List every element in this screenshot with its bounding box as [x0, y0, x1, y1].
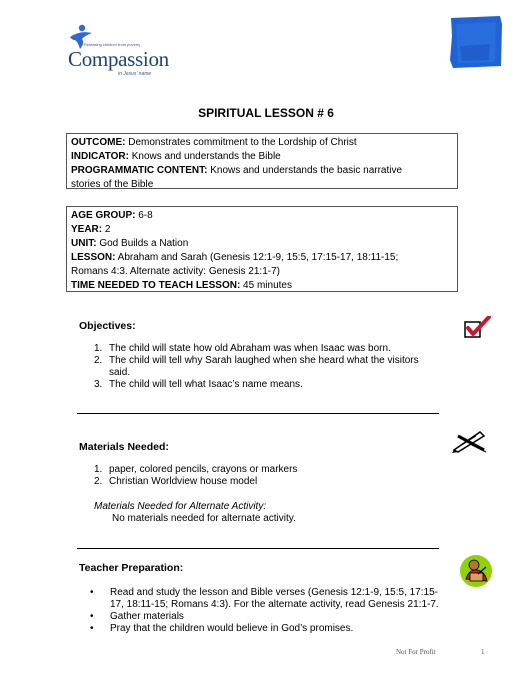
list-number: 2. — [94, 355, 103, 366]
bullet: • — [90, 587, 94, 598]
list-item-text: Pray that the children would believe in God’s promises. — [110, 623, 354, 634]
programmatic-row — [71, 164, 453, 178]
time-label: TIME NEEDED TO TEACH LESSON: — [71, 280, 241, 291]
alt-materials-text: No materials needed for alternate activity. — [112, 513, 296, 524]
lesson-row — [71, 251, 453, 265]
programmatic-row-cont: stories of the Bible — [71, 179, 154, 190]
logo-wordmark: Compassion — [68, 47, 169, 71]
outcome-value: Demonstrates commitment to the Lordship of Christ — [125, 137, 357, 148]
page-number: 1 — [481, 648, 485, 656]
teacher-icon — [459, 553, 495, 589]
age-row — [71, 209, 453, 223]
unit-row — [71, 237, 453, 251]
list-item-text: Christian Worldview house model — [109, 476, 258, 487]
pencil-ruler-icon — [450, 428, 490, 454]
lesson-row-cont: Romans 4:3. Alternate activity: Genesis 21:1-7) — [71, 266, 280, 277]
divider — [77, 548, 439, 549]
blue-brush-graphic — [450, 16, 502, 68]
materials-list — [94, 464, 434, 488]
indicator-value: Knows and understands the Bible — [128, 151, 281, 162]
checkbox-check-icon — [463, 316, 491, 340]
list-item — [86, 611, 466, 623]
age-label: AGE GROUP: — [71, 210, 136, 221]
age-value: 6-8 — [135, 210, 153, 221]
list-item-text: The child will tell why Sarah laughed when she heard what the visitors — [109, 355, 419, 366]
list-number: 3. — [94, 379, 103, 390]
list-item — [94, 476, 434, 488]
outcome-box — [66, 133, 458, 189]
list-item-text: Read and study the lesson and Bible verses (Genesis 12:1-9, 15:5, 17:15- — [110, 587, 438, 598]
materials-heading: Materials Needed: — [79, 441, 169, 453]
list-item-text: The child will tell what Isaac’s name means. — [109, 379, 303, 390]
divider — [77, 413, 439, 414]
compassion-logo — [58, 24, 169, 77]
footer-not-for-profit: Not For Profit — [396, 648, 436, 656]
programmatic-value: Knows and understands the basic narrative — [207, 165, 403, 176]
year-label: YEAR: — [71, 224, 103, 235]
year-row — [71, 223, 453, 237]
outcome-row — [71, 136, 453, 150]
list-number: 2. — [94, 476, 103, 487]
indicator-label: INDICATOR: — [71, 151, 129, 162]
list-item — [86, 587, 466, 611]
list-number: 1. — [94, 464, 103, 475]
objectives-heading: Objectives: — [79, 320, 136, 332]
list-number: 1. — [94, 343, 103, 354]
list-item — [94, 343, 434, 355]
lesson-value: Abraham and Sarah (Genesis 12:1-9, 15:5, 17:15-17, 18:11-15; — [115, 252, 399, 263]
preparation-list — [86, 587, 466, 635]
alt-materials-heading: Materials Needed for Alternate Activity: — [94, 501, 267, 512]
unit-value: God Builds a Nation — [96, 238, 189, 249]
indicator-row — [71, 150, 453, 164]
list-item — [94, 379, 434, 391]
list-item-text-cont: said. — [109, 367, 131, 378]
unit-label: UNIT: — [71, 238, 97, 249]
list-item-text: Gather materials — [110, 611, 184, 622]
list-item — [94, 464, 434, 476]
list-item-text: paper, colored pencils, crayons or markers — [109, 464, 298, 475]
lesson-label: LESSON: — [71, 252, 116, 263]
year-value: 2 — [102, 224, 111, 235]
programmatic-label: PROGRAMMATIC CONTENT: — [71, 165, 208, 176]
page-title: SPIRITUAL LESSON # 6 — [198, 106, 334, 120]
list-item-text-cont: 17, 18:11-15; Romans 4:3). For the alternate activity, read Genesis 21:1-7. — [110, 599, 439, 610]
time-value: 45 minutes — [240, 280, 292, 291]
time-row — [71, 279, 453, 293]
list-item-text: The child will state how old Abraham was when Isaac was born. — [109, 343, 391, 354]
objectives-list — [94, 343, 434, 391]
preparation-heading: Teacher Preparation: — [79, 562, 184, 574]
lesson-info-box — [66, 206, 458, 292]
outcome-label: OUTCOME: — [71, 137, 126, 148]
logo-subtitle: in Jesus' name — [118, 71, 152, 77]
logo-tagline: Releasing children from poverty — [84, 42, 141, 47]
list-item — [94, 355, 434, 379]
bullet: • — [90, 611, 94, 622]
bullet: • — [90, 623, 94, 634]
list-item — [86, 623, 466, 635]
